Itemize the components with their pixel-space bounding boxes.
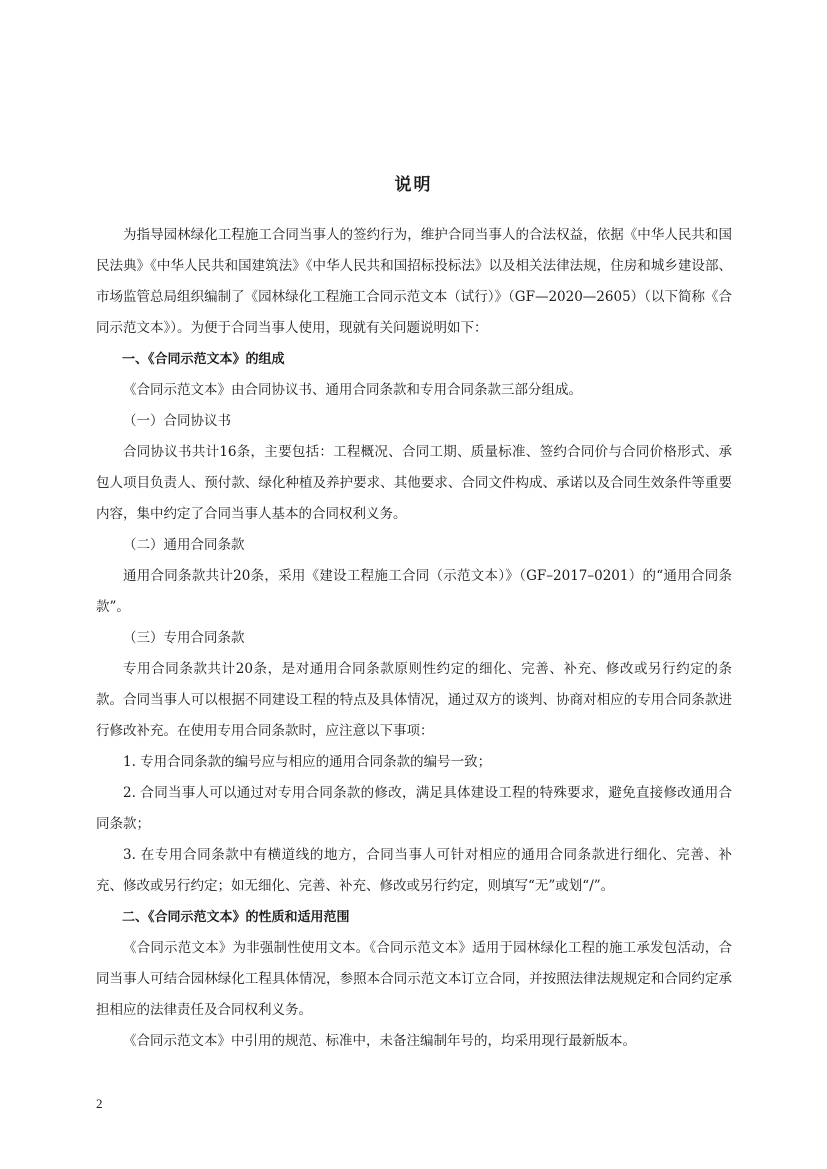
paragraph: 《合同示范文本》由合同协议书、通用合同条款和专用合同条款三部分组成。 <box>123 382 582 398</box>
section-heading: 二、《合同示范文本》的性质和适用范围 <box>122 910 350 925</box>
document-body <box>96 220 732 1057</box>
list-item: 2. 合同当事人可以通过对专用合同条款的修改，满足具体建设工程的特殊要求，避免直接修改通用合同条款； <box>96 785 732 832</box>
paragraph: 为指导园林绿化工程施工合同当事人的签约行为，维护合同当事人的合法权益，依据《中华人民共和国民法典》《中华人民共和国建筑法》《中华人民共和国招标投标法》以及相关法律法规，住房和城乡建设部、市场监管总局组织编制了《园林绿化工程施工合同示范文本（试行）》（GF—2020—2605）（以下简称《合同示范文本》）。为便于合同当事人使用，现就有关问题说明如下： <box>96 227 732 336</box>
page-number: 2 <box>96 1096 103 1111</box>
paragraph: 专用合同条款共计20条，是对通用合同条款原则性约定的细化、完善、补充、修改或另行约定的条款。合同当事人可以根据不同建设工程的特点及具体情况，通过双方的谈判、协商对相应的专用合同条款进行修改补充。在使用专用合同条款时，应注意以下事项： <box>96 661 732 739</box>
list-item: 1. 专用合同条款的编号应与相应的通用合同条款的编号一致； <box>123 754 492 770</box>
subsection-heading: （一）合同协议书 <box>123 413 231 429</box>
paragraph: 通用合同条款共计20条，采用《建设工程施工合同（示范文本）》（GF–2017–0201）的“通用合同条款”。 <box>96 568 732 615</box>
paragraph: 《合同示范文本》中引用的规范、标准中，未备注编制年号的，均采用现行最新版本。 <box>123 1033 636 1049</box>
paragraph: 合同协议书共计16条，主要包括：工程概况、合同工期、质量标准、签约合同价与合同价格形式、承包人项目负责人、预付款、绿化种植及养护要求、其他要求、合同文件构成、承诺以及合同生效条件等重要内容，集中约定了合同当事人基本的合同权利义务。 <box>96 444 732 522</box>
paragraph: 《合同示范文本》为非强制性使用文本。《合同示范文本》适用于园林绿化工程的施工承发包活动，合同当事人可结合园林绿化工程具体情况，参照本合同示范文本订立合同，并按照法律法规规定和合同约定承担相应的法律责任及合同权利义务。 <box>96 940 732 1018</box>
list-item: 3. 在专用合同条款中有横道线的地方，合同当事人可针对相应的通用合同条款进行细化、完善、补充、修改或另行约定；如无细化、完善、补充、修改或另行约定，则填写“无”或划“/”。 <box>96 847 732 894</box>
section-heading: 一、《合同示范文本》的组成 <box>122 352 285 367</box>
page-title: 说明 <box>394 175 433 195</box>
subsection-heading: （三）专用合同条款 <box>123 630 245 646</box>
subsection-heading: （二）通用合同条款 <box>123 537 245 553</box>
